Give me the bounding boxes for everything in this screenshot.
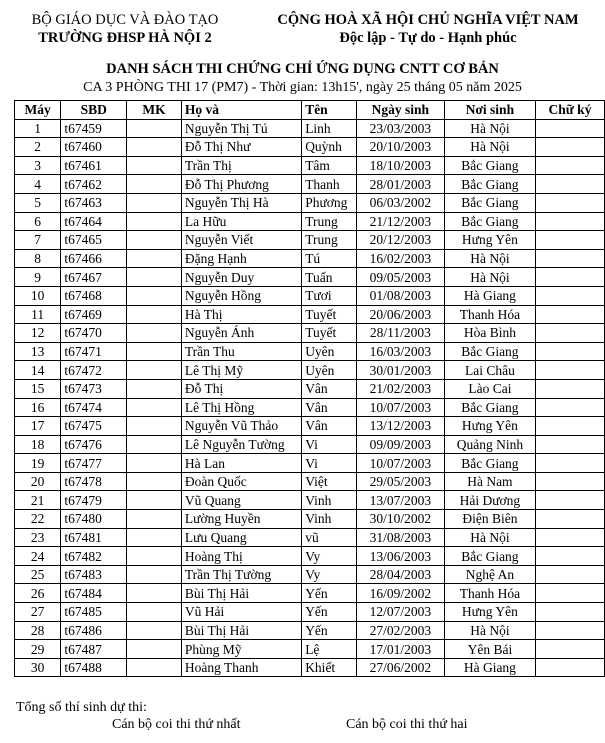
document-title: DANH SÁCH THI CHỨNG CHỈ ỨNG DỤNG CNTT CƠ BẢN bbox=[106, 61, 499, 77]
proctor-2-label: Cán bộ coi thi thứ hai bbox=[346, 717, 468, 732]
cell-sbd: t67470 bbox=[61, 324, 127, 343]
cell-ngay-sinh: 29/05/2003 bbox=[356, 472, 444, 491]
cell-mk bbox=[127, 156, 182, 175]
cell-mk bbox=[127, 640, 182, 659]
cell-noi-sinh: Bắc Giang bbox=[444, 547, 535, 566]
cell-ngay-sinh: 28/01/2003 bbox=[356, 175, 444, 194]
table-row bbox=[15, 621, 605, 640]
cell-ho: Nguyễn Ánh bbox=[181, 324, 301, 343]
cell-chu-ky bbox=[535, 435, 604, 454]
cell-sbd: t67465 bbox=[61, 231, 127, 250]
table-row bbox=[15, 342, 605, 361]
table-row bbox=[15, 491, 605, 510]
ministry-name: BỘ GIÁO DỤC VÀ ĐÀO TẠO bbox=[31, 12, 219, 28]
cell-ten: Uyên bbox=[302, 361, 357, 380]
cell-may: 12 bbox=[15, 324, 61, 343]
cell-noi-sinh: Hà Nội bbox=[444, 138, 535, 157]
cell-mk bbox=[127, 342, 182, 361]
cell-mk bbox=[127, 138, 182, 157]
table-row bbox=[15, 324, 605, 343]
cell-may: 8 bbox=[15, 249, 61, 268]
cell-ho: La Hữu bbox=[181, 212, 301, 231]
cell-ngay-sinh: 20/10/2003 bbox=[356, 138, 444, 157]
total-candidates-label: Tổng số thí sinh dự thi: bbox=[16, 700, 147, 715]
cell-may: 21 bbox=[15, 491, 61, 510]
table-row bbox=[15, 584, 605, 603]
cell-mk bbox=[127, 417, 182, 436]
cell-ten: Trung bbox=[302, 231, 357, 250]
session-info: CA 3 PHÒNG THI 17 (PM7) - Thời gian: 13h15', ngày 25 tháng 05 năm 2025 bbox=[83, 80, 522, 95]
cell-ten: Khiết bbox=[302, 658, 357, 677]
cell-ten: Linh bbox=[302, 119, 357, 138]
cell-chu-ky bbox=[535, 565, 604, 584]
col-ngay-sinh: Ngày sinh bbox=[356, 101, 444, 120]
cell-ten: Yến bbox=[302, 584, 357, 603]
table-row bbox=[15, 565, 605, 584]
col-sbd: SBD bbox=[61, 101, 127, 120]
cell-noi-sinh: Bắc Giang bbox=[444, 156, 535, 175]
cell-chu-ky bbox=[535, 547, 604, 566]
cell-ngay-sinh: 12/07/2003 bbox=[356, 603, 444, 622]
table-header-row bbox=[15, 101, 605, 120]
cell-ho: Đặng Hạnh bbox=[181, 249, 301, 268]
table-row bbox=[15, 640, 605, 659]
cell-ngay-sinh: 31/08/2003 bbox=[356, 528, 444, 547]
cell-chu-ky bbox=[535, 472, 604, 491]
cell-mk bbox=[127, 268, 182, 287]
cell-ho: Nguyễn Vũ Thảo bbox=[181, 417, 301, 436]
cell-sbd: t67466 bbox=[61, 249, 127, 268]
cell-ten: Vân bbox=[302, 398, 357, 417]
cell-mk bbox=[127, 212, 182, 231]
cell-mk bbox=[127, 175, 182, 194]
table-row bbox=[15, 398, 605, 417]
cell-may: 7 bbox=[15, 231, 61, 250]
cell-ho: Trần Thu bbox=[181, 342, 301, 361]
cell-noi-sinh: Thanh Hóa bbox=[444, 305, 535, 324]
cell-mk bbox=[127, 435, 182, 454]
cell-mk bbox=[127, 379, 182, 398]
cell-sbd: t67469 bbox=[61, 305, 127, 324]
cell-noi-sinh: Hưng Yên bbox=[444, 603, 535, 622]
cell-ngay-sinh: 09/05/2003 bbox=[356, 268, 444, 287]
institution-header bbox=[10, 11, 240, 47]
cell-sbd: t67482 bbox=[61, 547, 127, 566]
table-row bbox=[15, 472, 605, 491]
table-row bbox=[15, 286, 605, 305]
cell-ten: Lệ bbox=[302, 640, 357, 659]
cell-sbd: t67471 bbox=[61, 342, 127, 361]
cell-ten: Yến bbox=[302, 603, 357, 622]
table-row bbox=[15, 658, 605, 677]
cell-ten: Vinh bbox=[302, 510, 357, 529]
cell-ho: Lê Nguyễn Tường bbox=[181, 435, 301, 454]
table-row bbox=[15, 510, 605, 529]
cell-chu-ky bbox=[535, 603, 604, 622]
cell-may: 27 bbox=[15, 603, 61, 622]
republic-name: CỘNG HOÀ XÃ HỘI CHỦ NGHĨA VIỆT NAM bbox=[277, 12, 579, 28]
cell-ten: Vy bbox=[302, 547, 357, 566]
cell-chu-ky bbox=[535, 119, 604, 138]
cell-sbd: t67479 bbox=[61, 491, 127, 510]
cell-sbd: t67483 bbox=[61, 565, 127, 584]
cell-noi-sinh: Bắc Giang bbox=[444, 212, 535, 231]
cell-noi-sinh: Yên Bái bbox=[444, 640, 535, 659]
cell-chu-ky bbox=[535, 138, 604, 157]
cell-noi-sinh: Hải Dương bbox=[444, 491, 535, 510]
cell-may: 6 bbox=[15, 212, 61, 231]
cell-ngay-sinh: 28/04/2003 bbox=[356, 565, 444, 584]
cell-mk bbox=[127, 547, 182, 566]
cell-chu-ky bbox=[535, 249, 604, 268]
cell-noi-sinh: Bắc Giang bbox=[444, 175, 535, 194]
cell-noi-sinh: Nghệ An bbox=[444, 565, 535, 584]
cell-may: 14 bbox=[15, 361, 61, 380]
cell-ho: Hà Lan bbox=[181, 454, 301, 473]
cell-noi-sinh: Lào Cai bbox=[444, 379, 535, 398]
cell-ten: Phương bbox=[302, 193, 357, 212]
cell-ten: Vy bbox=[302, 565, 357, 584]
table-row bbox=[15, 175, 605, 194]
cell-noi-sinh: Hà Nam bbox=[444, 472, 535, 491]
cell-ho: Đỗ Thị Phương bbox=[181, 175, 301, 194]
cell-sbd: t67475 bbox=[61, 417, 127, 436]
cell-noi-sinh: Thanh Hóa bbox=[444, 584, 535, 603]
cell-chu-ky bbox=[535, 212, 604, 231]
cell-chu-ky bbox=[535, 398, 604, 417]
cell-may: 10 bbox=[15, 286, 61, 305]
cell-mk bbox=[127, 324, 182, 343]
cell-sbd: t67487 bbox=[61, 640, 127, 659]
cell-may: 13 bbox=[15, 342, 61, 361]
cell-chu-ky bbox=[535, 454, 604, 473]
cell-ten: Tuyết bbox=[302, 324, 357, 343]
cell-mk bbox=[127, 603, 182, 622]
cell-chu-ky bbox=[535, 305, 604, 324]
cell-chu-ky bbox=[535, 175, 604, 194]
cell-may: 11 bbox=[15, 305, 61, 324]
col-mk: MK bbox=[127, 101, 182, 120]
school-name: TRƯỜNG ĐHSP HÀ NỘI 2 bbox=[38, 30, 212, 46]
cell-may: 18 bbox=[15, 435, 61, 454]
cell-may: 25 bbox=[15, 565, 61, 584]
cell-noi-sinh: Hà Giang bbox=[444, 286, 535, 305]
cell-chu-ky bbox=[535, 286, 604, 305]
cell-may: 22 bbox=[15, 510, 61, 529]
cell-may: 16 bbox=[15, 398, 61, 417]
cell-noi-sinh: Hà Nội bbox=[444, 119, 535, 138]
cell-ten: Trung bbox=[302, 212, 357, 231]
cell-ten: Vân bbox=[302, 379, 357, 398]
cell-sbd: t67463 bbox=[61, 193, 127, 212]
cell-sbd: t67485 bbox=[61, 603, 127, 622]
cell-noi-sinh: Điện Biên bbox=[444, 510, 535, 529]
cell-may: 1 bbox=[15, 119, 61, 138]
cell-ho: Đoàn Quốc bbox=[181, 472, 301, 491]
cell-noi-sinh: Hà Nội bbox=[444, 249, 535, 268]
cell-may: 30 bbox=[15, 658, 61, 677]
cell-noi-sinh: Hưng Yên bbox=[444, 417, 535, 436]
cell-mk bbox=[127, 249, 182, 268]
cell-sbd: t67477 bbox=[61, 454, 127, 473]
cell-ngay-sinh: 13/12/2003 bbox=[356, 417, 444, 436]
col-ho: Họ và bbox=[181, 101, 301, 120]
table-row bbox=[15, 361, 605, 380]
cell-ho: Hà Thị bbox=[181, 305, 301, 324]
cell-chu-ky bbox=[535, 156, 604, 175]
cell-chu-ky bbox=[535, 379, 604, 398]
cell-may: 24 bbox=[15, 547, 61, 566]
cell-noi-sinh: Quảng Ninh bbox=[444, 435, 535, 454]
cell-chu-ky bbox=[535, 491, 604, 510]
cell-noi-sinh: Hà Nội bbox=[444, 621, 535, 640]
cell-mk bbox=[127, 119, 182, 138]
cell-ngay-sinh: 01/08/2003 bbox=[356, 286, 444, 305]
cell-may: 19 bbox=[15, 454, 61, 473]
cell-mk bbox=[127, 528, 182, 547]
cell-ho: Lê Thị Mỹ bbox=[181, 361, 301, 380]
cell-may: 15 bbox=[15, 379, 61, 398]
cell-sbd: t67462 bbox=[61, 175, 127, 194]
cell-ten: Tú bbox=[302, 249, 357, 268]
cell-noi-sinh: Hà Nội bbox=[444, 528, 535, 547]
cell-sbd: t67481 bbox=[61, 528, 127, 547]
cell-ten: Yến bbox=[302, 621, 357, 640]
national-header bbox=[258, 11, 598, 47]
cell-mk bbox=[127, 658, 182, 677]
table-row bbox=[15, 249, 605, 268]
cell-ngay-sinh: 16/02/2003 bbox=[356, 249, 444, 268]
cell-sbd: t67480 bbox=[61, 510, 127, 529]
cell-noi-sinh: Hòa Bình bbox=[444, 324, 535, 343]
cell-may: 17 bbox=[15, 417, 61, 436]
cell-noi-sinh: Bắc Giang bbox=[444, 342, 535, 361]
cell-ho: Hoàng Thị bbox=[181, 547, 301, 566]
cell-ho: Nguyễn Hồng bbox=[181, 286, 301, 305]
cell-sbd: t67472 bbox=[61, 361, 127, 380]
cell-ho: Vũ Hải bbox=[181, 603, 301, 622]
cell-may: 29 bbox=[15, 640, 61, 659]
cell-ngay-sinh: 13/07/2003 bbox=[356, 491, 444, 510]
cell-noi-sinh: Bắc Giang bbox=[444, 398, 535, 417]
cell-ngay-sinh: 16/03/2003 bbox=[356, 342, 444, 361]
cell-ho: Bùi Thị Hải bbox=[181, 584, 301, 603]
cell-ho: Nguyễn Thị Hà bbox=[181, 193, 301, 212]
cell-sbd: t67484 bbox=[61, 584, 127, 603]
cell-ngay-sinh: 21/02/2003 bbox=[356, 379, 444, 398]
col-ten: Tên bbox=[302, 101, 357, 120]
cell-chu-ky bbox=[535, 640, 604, 659]
table-row bbox=[15, 417, 605, 436]
table-row bbox=[15, 528, 605, 547]
cell-chu-ky bbox=[535, 621, 604, 640]
cell-ho: Lưu Quang bbox=[181, 528, 301, 547]
cell-ngay-sinh: 27/06/2002 bbox=[356, 658, 444, 677]
table-row bbox=[15, 193, 605, 212]
cell-ngay-sinh: 17/01/2003 bbox=[356, 640, 444, 659]
cell-ten: Tuấn bbox=[302, 268, 357, 287]
cell-sbd: t67468 bbox=[61, 286, 127, 305]
cell-ngay-sinh: 27/02/2003 bbox=[356, 621, 444, 640]
cell-chu-ky bbox=[535, 268, 604, 287]
cell-may: 2 bbox=[15, 138, 61, 157]
table-row bbox=[15, 268, 605, 287]
cell-chu-ky bbox=[535, 417, 604, 436]
table-row bbox=[15, 231, 605, 250]
cell-mk bbox=[127, 286, 182, 305]
col-chu-ky: Chữ ký bbox=[535, 101, 604, 120]
cell-mk bbox=[127, 361, 182, 380]
cell-mk bbox=[127, 454, 182, 473]
table-row bbox=[15, 138, 605, 157]
cell-chu-ky bbox=[535, 361, 604, 380]
cell-ten: Tươi bbox=[302, 286, 357, 305]
cell-noi-sinh: Hà Giang bbox=[444, 658, 535, 677]
cell-ho: Phùng Mỹ bbox=[181, 640, 301, 659]
cell-may: 20 bbox=[15, 472, 61, 491]
cell-ngay-sinh: 21/12/2003 bbox=[356, 212, 444, 231]
cell-ngay-sinh: 10/07/2003 bbox=[356, 398, 444, 417]
cell-noi-sinh: Bắc Giang bbox=[444, 193, 535, 212]
cell-ten: Tâm bbox=[302, 156, 357, 175]
cell-may: 26 bbox=[15, 584, 61, 603]
table-row bbox=[15, 603, 605, 622]
cell-chu-ky bbox=[535, 528, 604, 547]
table-row bbox=[15, 379, 605, 398]
cell-sbd: t67461 bbox=[61, 156, 127, 175]
cell-ngay-sinh: 30/10/2002 bbox=[356, 510, 444, 529]
cell-ten: Vân bbox=[302, 417, 357, 436]
cell-sbd: t67476 bbox=[61, 435, 127, 454]
table-row bbox=[15, 435, 605, 454]
cell-sbd: t67460 bbox=[61, 138, 127, 157]
col-noi-sinh: Nơi sinh bbox=[444, 101, 535, 120]
cell-ho: Nguyễn Thị Tú bbox=[181, 119, 301, 138]
cell-ho: Đỗ Thị Như bbox=[181, 138, 301, 157]
col-may: Máy bbox=[15, 101, 61, 120]
cell-noi-sinh: Hưng Yên bbox=[444, 231, 535, 250]
cell-mk bbox=[127, 621, 182, 640]
cell-noi-sinh: Hà Nội bbox=[444, 268, 535, 287]
cell-ngay-sinh: 28/11/2003 bbox=[356, 324, 444, 343]
cell-ho: Trần Thị Tường bbox=[181, 565, 301, 584]
table-row bbox=[15, 119, 605, 138]
cell-chu-ky bbox=[535, 510, 604, 529]
cell-sbd: t67486 bbox=[61, 621, 127, 640]
cell-mk bbox=[127, 398, 182, 417]
cell-chu-ky bbox=[535, 193, 604, 212]
cell-sbd: t67464 bbox=[61, 212, 127, 231]
cell-sbd: t67467 bbox=[61, 268, 127, 287]
cell-ho: Đỗ Thị bbox=[181, 379, 301, 398]
cell-ten: Quỳnh bbox=[302, 138, 357, 157]
cell-sbd: t67488 bbox=[61, 658, 127, 677]
table-row bbox=[15, 212, 605, 231]
cell-ten: Thanh bbox=[302, 175, 357, 194]
cell-chu-ky bbox=[535, 342, 604, 361]
cell-may: 5 bbox=[15, 193, 61, 212]
cell-mk bbox=[127, 491, 182, 510]
cell-sbd: t67478 bbox=[61, 472, 127, 491]
candidate-table bbox=[14, 100, 605, 677]
cell-ten: Vinh bbox=[302, 491, 357, 510]
cell-may: 9 bbox=[15, 268, 61, 287]
cell-sbd: t67473 bbox=[61, 379, 127, 398]
cell-may: 23 bbox=[15, 528, 61, 547]
cell-ngay-sinh: 13/06/2003 bbox=[356, 547, 444, 566]
cell-noi-sinh: Bắc Giang bbox=[444, 454, 535, 473]
cell-ngay-sinh: 09/09/2003 bbox=[356, 435, 444, 454]
cell-ho: Bùi Thị Hải bbox=[181, 621, 301, 640]
cell-mk bbox=[127, 472, 182, 491]
cell-mk bbox=[127, 305, 182, 324]
cell-ten: Vi bbox=[302, 435, 357, 454]
cell-ho: Lường Huyền bbox=[181, 510, 301, 529]
cell-ngay-sinh: 20/12/2003 bbox=[356, 231, 444, 250]
table-row bbox=[15, 547, 605, 566]
cell-ho: Nguyễn Viết bbox=[181, 231, 301, 250]
cell-ho: Trần Thị bbox=[181, 156, 301, 175]
cell-ho: Vũ Quang bbox=[181, 491, 301, 510]
cell-ngay-sinh: 10/07/2003 bbox=[356, 454, 444, 473]
cell-chu-ky bbox=[535, 658, 604, 677]
cell-mk bbox=[127, 231, 182, 250]
cell-ngay-sinh: 20/06/2003 bbox=[356, 305, 444, 324]
cell-ten: Vi bbox=[302, 454, 357, 473]
table-row bbox=[15, 156, 605, 175]
cell-chu-ky bbox=[535, 584, 604, 603]
cell-sbd: t67474 bbox=[61, 398, 127, 417]
cell-ten: Tuyết bbox=[302, 305, 357, 324]
cell-chu-ky bbox=[535, 324, 604, 343]
cell-ngay-sinh: 06/03/2002 bbox=[356, 193, 444, 212]
national-motto: Độc lập - Tự do - Hạnh phúc bbox=[339, 30, 517, 46]
cell-ten: vũ bbox=[302, 528, 357, 547]
cell-ten: Uyên bbox=[302, 342, 357, 361]
cell-ten: Việt bbox=[302, 472, 357, 491]
cell-ngay-sinh: 23/03/2003 bbox=[356, 119, 444, 138]
cell-ngay-sinh: 18/10/2003 bbox=[356, 156, 444, 175]
cell-sbd: t67459 bbox=[61, 119, 127, 138]
cell-may: 4 bbox=[15, 175, 61, 194]
cell-ho: Lê Thị Hồng bbox=[181, 398, 301, 417]
cell-mk bbox=[127, 584, 182, 603]
cell-chu-ky bbox=[535, 231, 604, 250]
cell-may: 28 bbox=[15, 621, 61, 640]
cell-ho: Nguyễn Duy bbox=[181, 268, 301, 287]
table-row bbox=[15, 454, 605, 473]
cell-may: 3 bbox=[15, 156, 61, 175]
cell-mk bbox=[127, 510, 182, 529]
table-row bbox=[15, 305, 605, 324]
cell-mk bbox=[127, 193, 182, 212]
cell-noi-sinh: Lai Châu bbox=[444, 361, 535, 380]
cell-ngay-sinh: 16/09/2002 bbox=[356, 584, 444, 603]
cell-ngay-sinh: 30/01/2003 bbox=[356, 361, 444, 380]
cell-mk bbox=[127, 565, 182, 584]
proctor-1-label: Cán bộ coi thi thứ nhất bbox=[112, 717, 241, 732]
cell-ho: Hoàng Thanh bbox=[181, 658, 301, 677]
